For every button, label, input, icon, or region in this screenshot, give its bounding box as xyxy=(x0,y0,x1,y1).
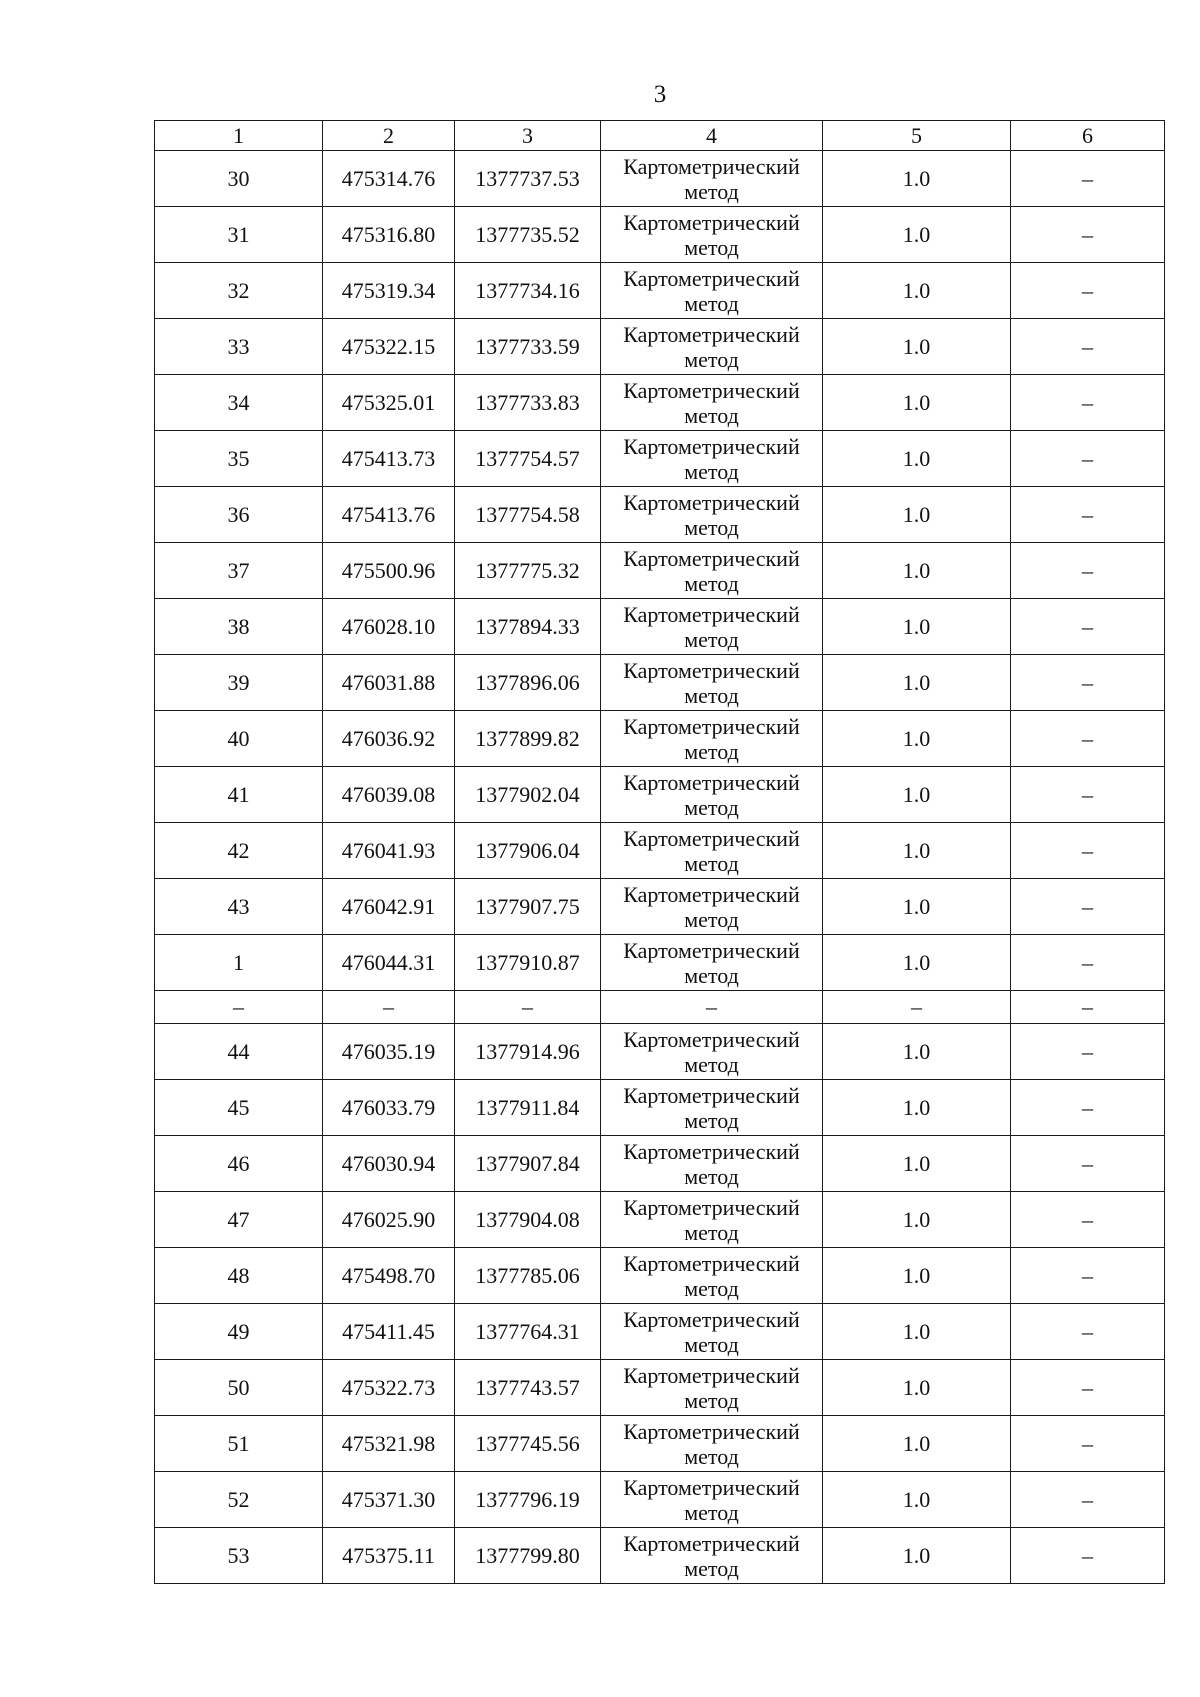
method-cell xyxy=(601,1136,823,1192)
method-line-1: Картометрический xyxy=(623,321,800,347)
method-line-2: метод xyxy=(684,346,739,372)
method-cell xyxy=(601,599,823,655)
table-row xyxy=(155,375,1165,431)
y-coordinate-cell: 1377743.57 xyxy=(455,1360,601,1416)
point-number-cell: 41 xyxy=(155,767,323,823)
method-line-2: метод xyxy=(684,850,739,876)
description-cell: – xyxy=(1011,1192,1165,1248)
x-coordinate-cell: 475325.01 xyxy=(323,375,455,431)
y-coordinate-cell: 1377737.53 xyxy=(455,151,601,207)
method-line-2: метод xyxy=(684,1499,739,1525)
table-row xyxy=(155,1192,1165,1248)
x-coordinate-cell: 476036.92 xyxy=(323,711,455,767)
point-number-cell: 31 xyxy=(155,207,323,263)
point-number-cell: 32 xyxy=(155,263,323,319)
description-cell: – xyxy=(1011,1304,1165,1360)
method-line-1: Картометрический xyxy=(623,601,800,627)
coordinates-table xyxy=(154,120,1165,1584)
description-cell: – xyxy=(1011,879,1165,935)
y-coordinate-cell: 1377735.52 xyxy=(455,207,601,263)
method-cell xyxy=(601,767,823,823)
y-coordinate-cell: 1377734.16 xyxy=(455,263,601,319)
accuracy-cell: 1.0 xyxy=(823,207,1011,263)
description-cell: – xyxy=(1011,1136,1165,1192)
table-row xyxy=(155,1360,1165,1416)
x-coordinate-cell: 476025.90 xyxy=(323,1192,455,1248)
method-line-2: метод xyxy=(684,178,739,204)
method-line-1: Картометрический xyxy=(623,153,800,179)
accuracy-cell: 1.0 xyxy=(823,935,1011,991)
method-line-2: метод xyxy=(684,570,739,596)
method-line-1: Картометрический xyxy=(623,377,800,403)
table-row xyxy=(155,599,1165,655)
accuracy-cell: 1.0 xyxy=(823,1360,1011,1416)
x-coordinate-cell: 476039.08 xyxy=(323,767,455,823)
x-coordinate-cell: 476035.19 xyxy=(323,1024,455,1080)
y-coordinate-cell: 1377894.33 xyxy=(455,599,601,655)
method-line-2: метод xyxy=(684,290,739,316)
point-number-cell: 34 xyxy=(155,375,323,431)
table-row xyxy=(155,1136,1165,1192)
method-line-1: Картометрический xyxy=(623,433,800,459)
y-coordinate-cell: 1377902.04 xyxy=(455,767,601,823)
y-coordinate-cell: 1377896.06 xyxy=(455,655,601,711)
method-cell xyxy=(601,1416,823,1472)
description-cell: – xyxy=(1011,1528,1165,1584)
method-line-2: метод xyxy=(684,626,739,652)
description-cell: – xyxy=(1011,655,1165,711)
accuracy-cell: 1.0 xyxy=(823,599,1011,655)
point-number-cell: 45 xyxy=(155,1080,323,1136)
accuracy-cell: 1.0 xyxy=(823,375,1011,431)
point-number-cell: 53 xyxy=(155,1528,323,1584)
point-number-cell: 52 xyxy=(155,1472,323,1528)
table-row xyxy=(155,935,1165,991)
point-number-cell: 40 xyxy=(155,711,323,767)
description-cell: – xyxy=(1011,151,1165,207)
method-cell xyxy=(601,935,823,991)
method-line-1: Картометрический xyxy=(623,1530,800,1556)
y-coordinate-cell: 1377799.80 xyxy=(455,1528,601,1584)
method-cell xyxy=(601,1080,823,1136)
method-cell xyxy=(601,1192,823,1248)
x-coordinate-cell: 476028.10 xyxy=(323,599,455,655)
method-cell xyxy=(601,711,823,767)
table-row xyxy=(155,1304,1165,1360)
description-cell: – xyxy=(1011,1248,1165,1304)
accuracy-cell: 1.0 xyxy=(823,1136,1011,1192)
method-cell xyxy=(601,375,823,431)
accuracy-cell: 1.0 xyxy=(823,1024,1011,1080)
method-cell xyxy=(601,1024,823,1080)
separator-cell: – xyxy=(601,991,823,1024)
point-number-cell: 47 xyxy=(155,1192,323,1248)
x-coordinate-cell: 475371.30 xyxy=(323,1472,455,1528)
y-coordinate-cell: 1377914.96 xyxy=(455,1024,601,1080)
description-cell: – xyxy=(1011,207,1165,263)
y-coordinate-cell: 1377906.04 xyxy=(455,823,601,879)
accuracy-cell: 1.0 xyxy=(823,1080,1011,1136)
method-line-2: метод xyxy=(684,1275,739,1301)
description-cell: – xyxy=(1011,935,1165,991)
table-row xyxy=(155,263,1165,319)
method-line-1: Картометрический xyxy=(623,937,800,963)
method-line-2: метод xyxy=(684,514,739,540)
method-cell xyxy=(601,431,823,487)
accuracy-cell: 1.0 xyxy=(823,879,1011,935)
table-row xyxy=(155,711,1165,767)
table-row xyxy=(155,767,1165,823)
accuracy-cell: 1.0 xyxy=(823,655,1011,711)
method-line-1: Картометрический xyxy=(623,1194,800,1220)
method-line-1: Картометрический xyxy=(623,1306,800,1332)
table-row xyxy=(155,319,1165,375)
accuracy-cell: 1.0 xyxy=(823,711,1011,767)
description-cell: – xyxy=(1011,319,1165,375)
table-row xyxy=(155,823,1165,879)
method-line-2: метод xyxy=(684,1219,739,1245)
accuracy-cell: 1.0 xyxy=(823,1528,1011,1584)
description-cell: – xyxy=(1011,1360,1165,1416)
method-line-2: метод xyxy=(684,738,739,764)
table-row xyxy=(155,543,1165,599)
x-coordinate-cell: 475375.11 xyxy=(323,1528,455,1584)
method-cell xyxy=(601,1360,823,1416)
method-line-1: Картометрический xyxy=(623,1362,800,1388)
method-cell xyxy=(601,655,823,711)
accuracy-cell: 1.0 xyxy=(823,543,1011,599)
accuracy-cell: 1.0 xyxy=(823,1248,1011,1304)
description-cell: – xyxy=(1011,711,1165,767)
y-coordinate-cell: 1377899.82 xyxy=(455,711,601,767)
separator-row xyxy=(155,991,1165,1024)
x-coordinate-cell: 476041.93 xyxy=(323,823,455,879)
x-coordinate-cell: 475321.98 xyxy=(323,1416,455,1472)
x-coordinate-cell: 476030.94 xyxy=(323,1136,455,1192)
y-coordinate-cell: 1377745.56 xyxy=(455,1416,601,1472)
x-coordinate-cell: 476044.31 xyxy=(323,935,455,991)
y-coordinate-cell: 1377907.75 xyxy=(455,879,601,935)
accuracy-cell: 1.0 xyxy=(823,431,1011,487)
method-line-2: метод xyxy=(684,962,739,988)
point-number-cell: 33 xyxy=(155,319,323,375)
table-row xyxy=(155,879,1165,935)
description-cell: – xyxy=(1011,1472,1165,1528)
method-line-1: Картометрический xyxy=(623,713,800,739)
table-row xyxy=(155,487,1165,543)
method-line-2: метод xyxy=(684,1555,739,1581)
method-cell xyxy=(601,263,823,319)
accuracy-cell: 1.0 xyxy=(823,1472,1011,1528)
header-cell: 3 xyxy=(455,121,601,151)
accuracy-cell: 1.0 xyxy=(823,1304,1011,1360)
point-number-cell: 38 xyxy=(155,599,323,655)
description-cell: – xyxy=(1011,487,1165,543)
coordinates-table-container xyxy=(154,120,1164,1584)
method-line-2: метод xyxy=(684,458,739,484)
method-cell xyxy=(601,879,823,935)
method-line-2: метод xyxy=(684,402,739,428)
point-number-cell: 42 xyxy=(155,823,323,879)
y-coordinate-cell: 1377733.83 xyxy=(455,375,601,431)
accuracy-cell: 1.0 xyxy=(823,487,1011,543)
method-line-1: Картометрический xyxy=(623,1250,800,1276)
header-cell: 6 xyxy=(1011,121,1165,151)
y-coordinate-cell: 1377910.87 xyxy=(455,935,601,991)
method-line-1: Картометрический xyxy=(623,1474,800,1500)
point-number-cell: 43 xyxy=(155,879,323,935)
point-number-cell: 35 xyxy=(155,431,323,487)
description-cell: – xyxy=(1011,1080,1165,1136)
x-coordinate-cell: 475319.34 xyxy=(323,263,455,319)
point-number-cell: 44 xyxy=(155,1024,323,1080)
table-row xyxy=(155,431,1165,487)
x-coordinate-cell: 475498.70 xyxy=(323,1248,455,1304)
header-cell: 1 xyxy=(155,121,323,151)
accuracy-cell: 1.0 xyxy=(823,1416,1011,1472)
point-number-cell: 50 xyxy=(155,1360,323,1416)
method-cell xyxy=(601,1248,823,1304)
description-cell: – xyxy=(1011,263,1165,319)
x-coordinate-cell: 475500.96 xyxy=(323,543,455,599)
method-line-2: метод xyxy=(684,682,739,708)
table-row xyxy=(155,1472,1165,1528)
method-cell xyxy=(601,1472,823,1528)
method-cell xyxy=(601,823,823,879)
method-line-1: Картометрический xyxy=(623,1026,800,1052)
header-cell: 5 xyxy=(823,121,1011,151)
method-line-2: метод xyxy=(684,1051,739,1077)
table-row xyxy=(155,1024,1165,1080)
point-number-cell: 51 xyxy=(155,1416,323,1472)
method-line-1: Картометрический xyxy=(623,825,800,851)
method-cell xyxy=(601,487,823,543)
method-line-2: метод xyxy=(684,1443,739,1469)
method-line-2: метод xyxy=(684,1331,739,1357)
description-cell: – xyxy=(1011,1416,1165,1472)
table-row xyxy=(155,1416,1165,1472)
table-body xyxy=(155,121,1165,1584)
method-line-1: Картометрический xyxy=(623,545,800,571)
method-line-1: Картометрический xyxy=(623,265,800,291)
y-coordinate-cell: 1377733.59 xyxy=(455,319,601,375)
point-number-cell: 46 xyxy=(155,1136,323,1192)
description-cell: – xyxy=(1011,599,1165,655)
x-coordinate-cell: 475413.76 xyxy=(323,487,455,543)
x-coordinate-cell: 475314.76 xyxy=(323,151,455,207)
method-line-2: метод xyxy=(684,1387,739,1413)
method-line-2: метод xyxy=(684,906,739,932)
point-number-cell: 36 xyxy=(155,487,323,543)
y-coordinate-cell: 1377764.31 xyxy=(455,1304,601,1360)
x-coordinate-cell: 475322.73 xyxy=(323,1360,455,1416)
method-line-2: метод xyxy=(684,794,739,820)
method-line-1: Картометрический xyxy=(623,1418,800,1444)
y-coordinate-cell: 1377904.08 xyxy=(455,1192,601,1248)
separator-cell: – xyxy=(323,991,455,1024)
description-cell: – xyxy=(1011,543,1165,599)
x-coordinate-cell: 475316.80 xyxy=(323,207,455,263)
method-cell xyxy=(601,1528,823,1584)
y-coordinate-cell: 1377911.84 xyxy=(455,1080,601,1136)
method-line-2: метод xyxy=(684,1163,739,1189)
header-cell: 4 xyxy=(601,121,823,151)
table-row xyxy=(155,207,1165,263)
method-cell xyxy=(601,543,823,599)
separator-cell: – xyxy=(1011,991,1165,1024)
page-number: 3 xyxy=(653,81,667,108)
table-header-row xyxy=(155,121,1165,151)
point-number-cell: 39 xyxy=(155,655,323,711)
separator-cell: – xyxy=(455,991,601,1024)
method-line-1: Картометрический xyxy=(623,489,800,515)
method-line-1: Картометрический xyxy=(623,657,800,683)
y-coordinate-cell: 1377754.58 xyxy=(455,487,601,543)
y-coordinate-cell: 1377775.32 xyxy=(455,543,601,599)
method-line-1: Картометрический xyxy=(623,1082,800,1108)
y-coordinate-cell: 1377754.57 xyxy=(455,431,601,487)
x-coordinate-cell: 476042.91 xyxy=(323,879,455,935)
table-row xyxy=(155,655,1165,711)
x-coordinate-cell: 475413.73 xyxy=(323,431,455,487)
table-row xyxy=(155,151,1165,207)
description-cell: – xyxy=(1011,375,1165,431)
x-coordinate-cell: 475322.15 xyxy=(323,319,455,375)
method-line-1: Картометрический xyxy=(623,209,800,235)
point-number-cell: 48 xyxy=(155,1248,323,1304)
accuracy-cell: 1.0 xyxy=(823,151,1011,207)
method-line-1: Картометрический xyxy=(623,1138,800,1164)
x-coordinate-cell: 475411.45 xyxy=(323,1304,455,1360)
accuracy-cell: 1.0 xyxy=(823,823,1011,879)
method-cell xyxy=(601,1304,823,1360)
accuracy-cell: 1.0 xyxy=(823,263,1011,319)
description-cell: – xyxy=(1011,1024,1165,1080)
method-line-1: Картометрический xyxy=(623,881,800,907)
y-coordinate-cell: 1377785.06 xyxy=(455,1248,601,1304)
header-cell: 2 xyxy=(323,121,455,151)
point-number-cell: 49 xyxy=(155,1304,323,1360)
accuracy-cell: 1.0 xyxy=(823,1192,1011,1248)
point-number-cell: 1 xyxy=(155,935,323,991)
description-cell: – xyxy=(1011,823,1165,879)
table-row xyxy=(155,1080,1165,1136)
method-line-1: Картометрический xyxy=(623,769,800,795)
y-coordinate-cell: 1377796.19 xyxy=(455,1472,601,1528)
table-row xyxy=(155,1528,1165,1584)
separator-cell: – xyxy=(155,991,323,1024)
x-coordinate-cell: 476031.88 xyxy=(323,655,455,711)
method-cell xyxy=(601,319,823,375)
description-cell: – xyxy=(1011,431,1165,487)
table-row xyxy=(155,1248,1165,1304)
accuracy-cell: 1.0 xyxy=(823,319,1011,375)
method-line-2: метод xyxy=(684,1107,739,1133)
description-cell: – xyxy=(1011,767,1165,823)
method-cell xyxy=(601,207,823,263)
x-coordinate-cell: 476033.79 xyxy=(323,1080,455,1136)
point-number-cell: 37 xyxy=(155,543,323,599)
separator-cell: – xyxy=(823,991,1011,1024)
method-cell xyxy=(601,151,823,207)
y-coordinate-cell: 1377907.84 xyxy=(455,1136,601,1192)
method-line-2: метод xyxy=(684,234,739,260)
accuracy-cell: 1.0 xyxy=(823,767,1011,823)
point-number-cell: 30 xyxy=(155,151,323,207)
